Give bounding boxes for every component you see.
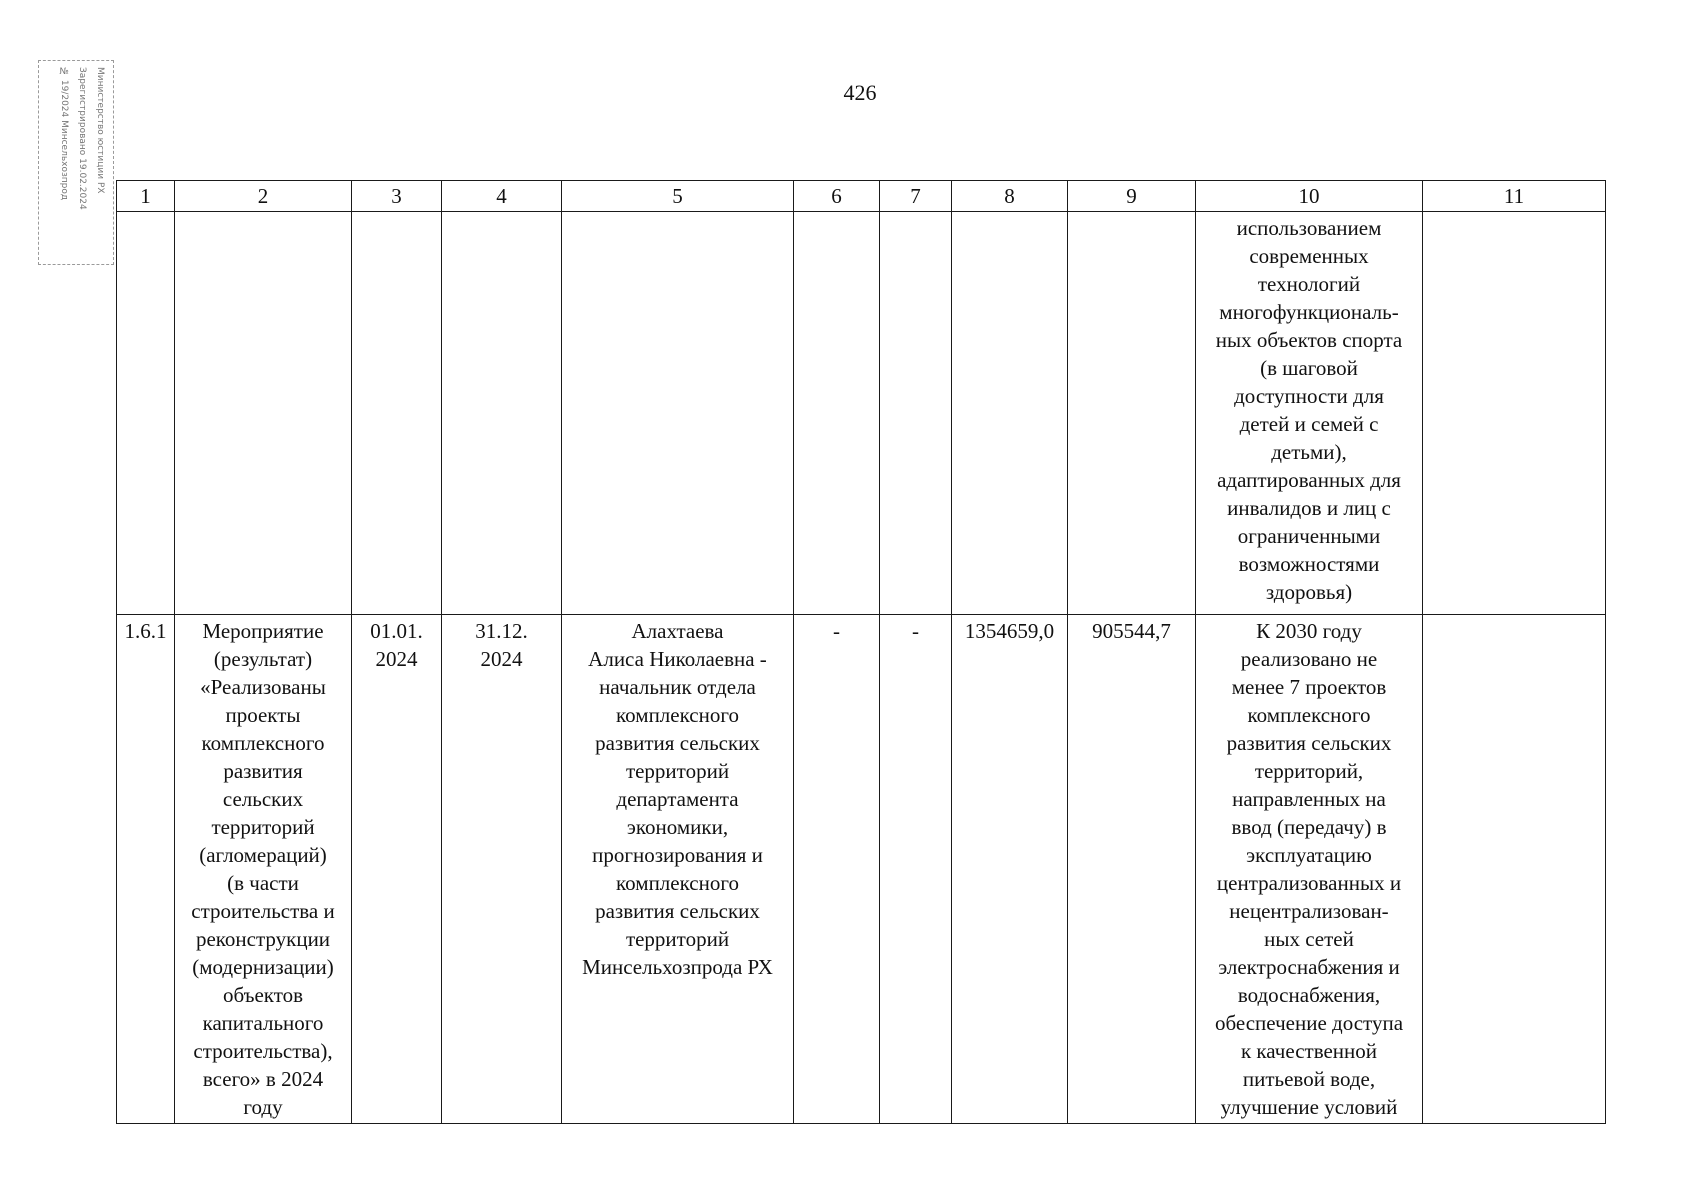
- cell-empty: [175, 212, 352, 615]
- cell-col6: -: [794, 615, 880, 1124]
- cell-expected-result: К 2030 году реализовано не менее 7 проектов комплексного развития сельских территорий, направленных на ввод (передачу) в эксплуатацию централизованных и нецентрализован- ных сетей электроснабжения и водоснабжения, обеспечение доступа к качественной питьевой воде, улучшение условий: [1196, 615, 1423, 1124]
- cell-result-continuation: использованием современных технологий многофункциональ- ных объектов спорта (в шаговой доступности для детей и семей с детьми), адаптированных для инвалидов и лиц с ограниченными возможностями здоровья): [1196, 212, 1423, 615]
- cell-empty: [442, 212, 562, 615]
- cell-item-code: 1.6.1: [117, 615, 175, 1124]
- cell-empty: [562, 212, 794, 615]
- cell-empty: [952, 212, 1068, 615]
- table-row-1-6-1: [117, 615, 1606, 1124]
- column-header-6: 6: [794, 181, 880, 212]
- stamp-line-1: Министерство юстиции РХ: [95, 67, 105, 194]
- cell-col11: [1423, 615, 1606, 1124]
- plan-table: [116, 180, 1606, 1124]
- cell-empty: [794, 212, 880, 615]
- cell-col7: -: [880, 615, 952, 1124]
- cell-col8-amount: 1354659,0: [952, 615, 1068, 1124]
- registration-stamp: [38, 60, 114, 265]
- column-header-3: 3: [352, 181, 442, 212]
- column-header-7: 7: [880, 181, 952, 212]
- column-header-11: 11: [1423, 181, 1606, 212]
- stamp-line-2: Зарегистрировано 19.02.2024: [77, 67, 87, 210]
- column-header-4: 4: [442, 181, 562, 212]
- cell-start-date: 01.01. 2024: [352, 615, 442, 1124]
- column-header-8: 8: [952, 181, 1068, 212]
- cell-empty: [1068, 212, 1196, 615]
- column-header-5: 5: [562, 181, 794, 212]
- cell-empty: [1423, 212, 1606, 615]
- table-row-continuation: [117, 212, 1606, 615]
- column-header-1: 1: [117, 181, 175, 212]
- cell-responsible-person: Алахтаева Алиса Николаевна - начальник отдела комплексного развития сельских территорий департамента экономики, прогнозирования и комплексного развития сельских территорий Минсельхозпрода РХ: [562, 615, 794, 1124]
- column-header-2: 2: [175, 181, 352, 212]
- page-number: 426: [843, 80, 877, 105]
- cell-empty: [352, 212, 442, 615]
- column-header-10: 10: [1196, 181, 1423, 212]
- column-number-row: [117, 181, 1606, 212]
- stamp-line-3: № 19/2024 Минсельхозпрод: [59, 67, 69, 201]
- cell-empty: [880, 212, 952, 615]
- column-header-9: 9: [1068, 181, 1196, 212]
- cell-empty: [117, 212, 175, 615]
- cell-end-date: 31.12. 2024: [442, 615, 562, 1124]
- cell-col9-amount: 905544,7: [1068, 615, 1196, 1124]
- cell-measure-name: Мероприятие (результат) «Реализованы проекты комплексного развития сельских территорий (агломераций) (в части строительства и реконструкции (модернизации) объектов капитального строительства), всего» в 2024 году: [175, 615, 352, 1124]
